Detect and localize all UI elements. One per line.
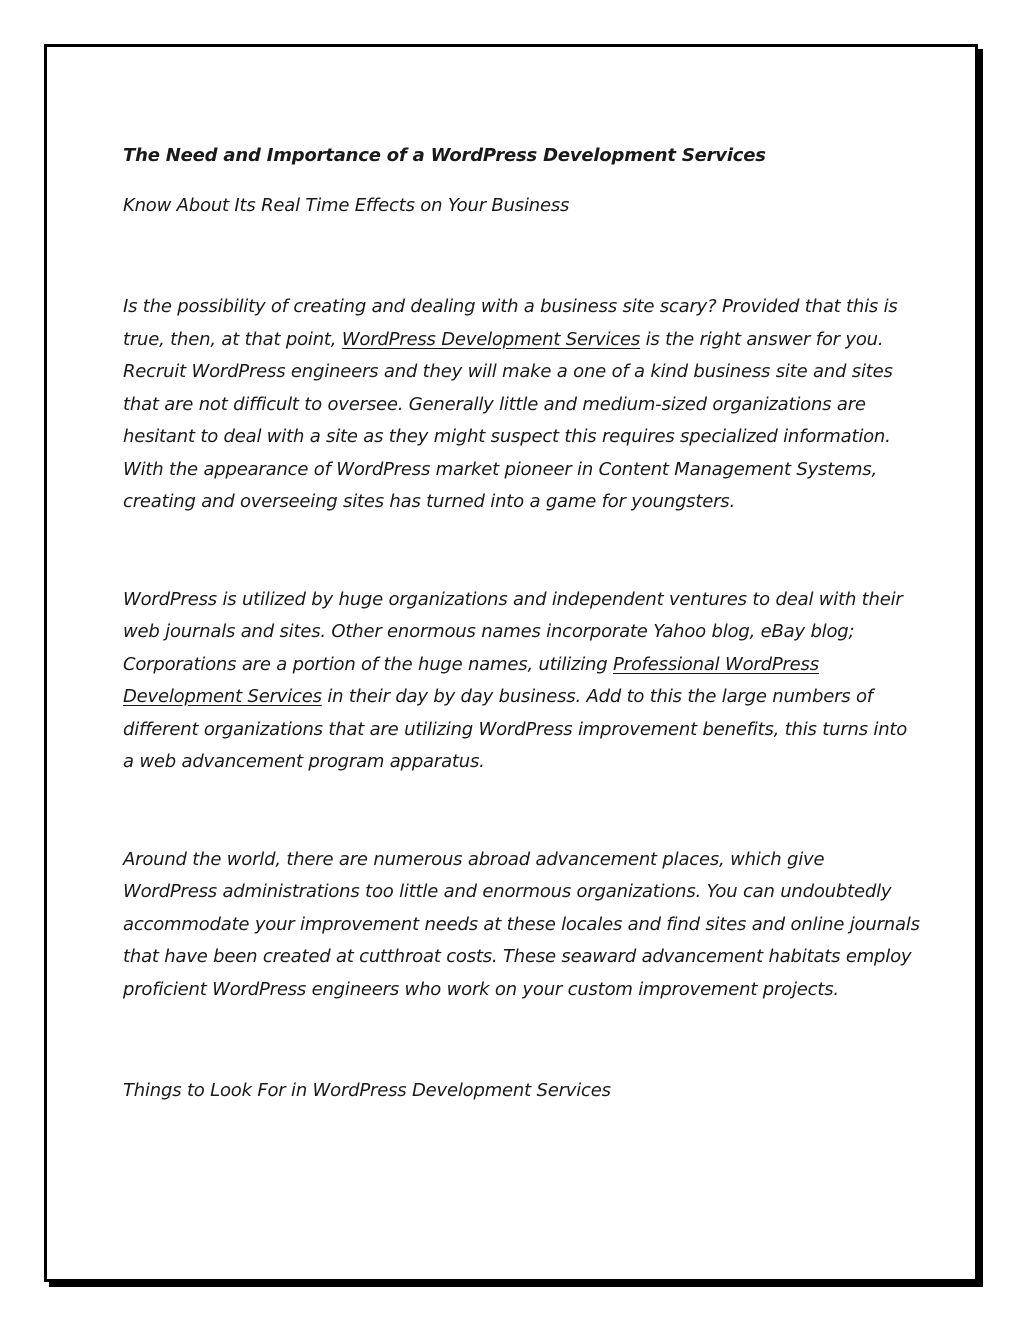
paragraph-2 (123, 584, 923, 779)
page-frame (44, 44, 978, 1282)
paragraph-2-text-start: WordPress is utilized by huge organizations and independent ventures to deal with their web journals and sites. Other enormous names incorporate Yahoo blog, eBay blog; Corporations are a portion of the huge names, utilizing (123, 588, 903, 675)
document-body (123, 143, 923, 1104)
professional-wordpress-services-link[interactable]: Professional WordPress Development Services (123, 653, 819, 707)
document-title: The Need and Importance of a WordPress Development Services (123, 145, 766, 166)
document-subtitle: Know About Its Real Time Effects on Your Business (123, 195, 570, 216)
paragraph-2-text-end: in their day by day business. Add to this the large numbers of different organizations that are utilizing WordPress improvement benefits, this turns into a web advancement program apparatus. (123, 686, 908, 772)
paragraph-3: Around the world, there are numerous abroad advancement places, which give WordPress administrations too little and enormous organizations. You can undoubtedly accommodate your improvement needs at these locales and find sites and online journals that have been created at cutthroat costs. These seaward advancement habitats employ proficient WordPress engineers who work on your custom improvement projects. (123, 848, 920, 1000)
wordpress-development-services-link[interactable]: WordPress Development Services (341, 328, 641, 350)
paragraph-1-text-end: is the right answer for you. Recruit WordPress engineers and they will make a one of a kind business site and sites that are not difficult to oversee. Generally little and medium-sized organizations are hesitant to deal with a site as they might suspect this requires specialized information. With the appearance of WordPress market pioneer in Content Management Systems, creating and overseeing sites has turned into a game for youngsters. (123, 328, 893, 512)
paragraph-1 (123, 291, 923, 519)
section-heading: Things to Look For in WordPress Development Services (123, 1080, 611, 1101)
paragraph-1-text-start: Is the possibility of creating and dealing with a business site scary? Provided that this is true, then, at that point, (123, 296, 898, 350)
